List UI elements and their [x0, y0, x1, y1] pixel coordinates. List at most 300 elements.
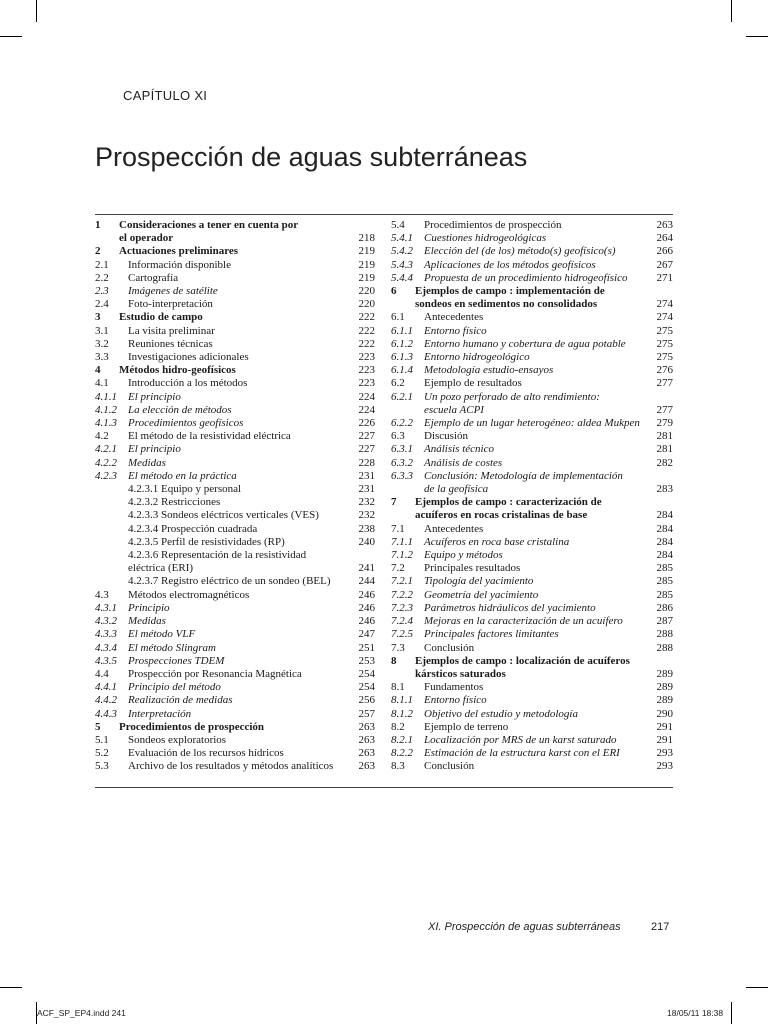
toc-entry-number: 5.4.1 [391, 232, 413, 245]
toc-entry-page: 241 [358, 562, 375, 575]
slug-file: ACF_SP_EP4.indd 241 [37, 1008, 126, 1018]
toc-entry-number: 6.1.4 [391, 364, 413, 377]
toc-entry-page: 257 [358, 707, 375, 720]
toc-entry-number: 8.3 [391, 760, 405, 773]
toc-entry-number: 2.2 [95, 271, 109, 284]
toc-entry-page: 274 [656, 311, 673, 324]
toc-entry-page: 226 [358, 417, 375, 430]
toc-entry [391, 364, 673, 377]
toc-entry-page: 276 [656, 364, 673, 377]
toc-entry [391, 694, 673, 707]
toc-entry-number: 4.1.1 [95, 390, 117, 403]
toc-entry [95, 272, 375, 285]
toc-entry-page: 289 [656, 694, 673, 707]
toc-entry-number: 4.3 [95, 588, 109, 601]
toc-entry-title: Ejemplo de resultados [424, 377, 522, 390]
toc-entry-page: 284 [656, 535, 673, 548]
toc-entry-page: 228 [358, 456, 375, 469]
toc-entry-page: 246 [358, 588, 375, 601]
running-title: XI. Prospección de aguas subterráneas [428, 921, 621, 933]
toc-entry-page: 274 [656, 298, 673, 311]
page-number: 217 [651, 921, 670, 933]
toc-entry-number: 4.4.2 [95, 694, 117, 707]
toc-entry-page: 293 [656, 760, 673, 773]
toc-entry-page: 282 [656, 456, 673, 469]
toc-entry-title: escuela ACPI [424, 403, 484, 416]
toc-entry-number: 3 [95, 311, 101, 324]
toc-entry-title: el operador [119, 232, 174, 245]
toc-entry [95, 536, 375, 549]
toc-entry-page: 275 [656, 324, 673, 337]
toc-entry-number: 4 [95, 364, 101, 377]
toc-entry-title: Foto-interpretación [128, 298, 213, 311]
toc-entry [95, 391, 375, 404]
toc-entry [391, 272, 673, 285]
toc-entry-title: Conclusión [424, 760, 475, 773]
toc-entry-number: 6.3.1 [391, 443, 413, 456]
toc-entry-title: Imágenes de satélite [128, 285, 218, 298]
toc-entry-number: 5 [95, 720, 101, 733]
toc-entry-title: El principio [128, 390, 181, 403]
crop-mark [746, 36, 768, 37]
toc-entry-title: Ejemplos de campo : caracterización de [415, 496, 602, 509]
toc-entry-title: Medidas [128, 615, 166, 628]
toc-entry [391, 655, 673, 668]
toc-entry-title: La visita preliminar [128, 324, 215, 337]
toc-entry-number: 2.1 [95, 258, 109, 271]
toc-entry [95, 457, 375, 470]
toc-entry-page: 284 [656, 522, 673, 535]
toc-entry-title: Conclusión: Metodología de implementación [424, 469, 623, 482]
toc-entry [95, 311, 375, 324]
toc-entry-title: Fundamentos [424, 681, 484, 694]
toc-entry-title: kársticos saturados [415, 667, 506, 680]
toc-entry-title: Propuesta de un procedimiento hidrogeofísico [424, 271, 628, 284]
toc-entry [391, 549, 673, 562]
toc-entry [95, 642, 375, 655]
toc-entry [95, 575, 375, 588]
toc-entry-title: sondeos en sedimentos no consolidados [415, 298, 598, 311]
toc-entry-page: 254 [358, 667, 375, 680]
toc-entry-number: 4.1.2 [95, 403, 117, 416]
toc-entry [391, 351, 673, 364]
toc-entry-title: Consideraciones a tener en cuenta por [119, 219, 299, 231]
toc-entry-title: 4.2.3.2 Restricciones [128, 496, 221, 509]
toc-entry-title: Equipo y métodos [424, 549, 503, 562]
toc-entry-number: 4.1.3 [95, 417, 117, 430]
toc-entry [391, 734, 673, 747]
crop-mark [0, 36, 22, 37]
toc-entry-page: 247 [358, 628, 375, 641]
toc-entry [391, 536, 673, 549]
toc-entry-number: 5.4.4 [391, 271, 413, 284]
toc-entry-title: Mejoras en la caracterización de un acuífero [424, 615, 623, 628]
toc-entry-page: 281 [656, 430, 673, 443]
toc-entry [95, 245, 375, 258]
toc-bottom-rule [95, 787, 673, 788]
toc-entry-title: 4.2.3.5 Perfil de resistividades (RP) [128, 535, 285, 548]
toc-entry-number: 6.1.1 [391, 324, 413, 337]
toc-entry-title: Medidas [128, 456, 166, 469]
toc-entry-title: Entorno hidrogeológico [424, 351, 530, 364]
toc-entry-page: 232 [358, 496, 375, 509]
toc-entry [391, 219, 673, 232]
toc-entry-number: 8.2 [391, 720, 405, 733]
toc-entry [391, 668, 673, 681]
toc-entry-page: 231 [358, 483, 375, 496]
toc-entry-page: 285 [656, 562, 673, 575]
toc-entry-number: 6.3 [391, 430, 405, 443]
toc-entry-number: 6.1.3 [391, 351, 413, 364]
toc-entry-number: 8.1 [391, 681, 405, 694]
toc-entry-title: Ejemplo de terreno [424, 720, 509, 733]
toc-entry-page: 222 [358, 337, 375, 350]
toc-entry-page: 263 [358, 747, 375, 760]
toc-entry [391, 602, 673, 615]
toc-entry-title: 4.2.3.4 Prospección cuadrada [128, 522, 258, 535]
toc-entry-number: 4.3.3 [95, 628, 117, 641]
toc-entry-title: Estimación de la estructura karst con el ERI [424, 747, 620, 760]
toc-entry-number: 2 [95, 245, 101, 258]
toc-entry-number: 2.4 [95, 298, 109, 311]
toc-entry-title: El principio [128, 443, 181, 456]
toc-entry-number: 5.4.2 [391, 245, 413, 258]
toc-entry-page: 227 [358, 443, 375, 456]
toc-entry [391, 298, 673, 311]
toc-entry-page: 253 [358, 654, 375, 667]
toc-entry-page: 281 [656, 443, 673, 456]
toc-entry-number: 7.1 [391, 522, 405, 535]
toc-entry-page: 222 [358, 324, 375, 337]
toc-entry-page: 223 [358, 364, 375, 377]
toc-entry [95, 430, 375, 443]
toc-entry-page: 224 [358, 403, 375, 416]
toc-entry-title: Estudio de campo [119, 311, 203, 324]
toc-entry-number: 5.1 [95, 733, 109, 746]
toc-entry-page: 246 [358, 601, 375, 614]
toc-entry [391, 311, 673, 324]
toc-entry-page: 254 [358, 681, 375, 694]
toc-entry-number: 6.2.1 [391, 390, 413, 403]
toc-entry-title: Ejemplo de un lugar heterogéneo: aldea Mukpen [424, 417, 640, 430]
toc-entry-number: 7 [391, 496, 397, 509]
toc-entry [391, 642, 673, 655]
toc-entry-page: 238 [358, 522, 375, 535]
toc-entry-page: 246 [358, 615, 375, 628]
toc-entry-number: 4.2.2 [95, 456, 117, 469]
toc-entry [391, 523, 673, 536]
toc-entry-title: Discusión [424, 430, 468, 443]
toc-entry-page: 227 [358, 430, 375, 443]
toc-entry [391, 404, 673, 417]
toc-entry-title: Acuíferos en roca base cristalina [424, 535, 570, 548]
toc-entry-number: 5.4.3 [391, 258, 413, 271]
toc-entry-page: 290 [656, 707, 673, 720]
toc-entry-title: La elección de métodos [128, 403, 232, 416]
toc-entry-number: 4.3.4 [95, 641, 117, 654]
toc-entry-title: Investigaciones adicionales [128, 351, 249, 364]
toc-entry [95, 496, 375, 509]
toc-entry-page: 289 [656, 681, 673, 694]
toc-entry-number: 8.2.1 [391, 733, 413, 746]
toc-entry [95, 483, 375, 496]
toc-entry-page: 275 [656, 351, 673, 364]
toc-entry-title: Cartografía [128, 271, 179, 284]
toc-entry-title: El método VLF [128, 628, 196, 641]
toc-entry-number: 4.4 [95, 667, 109, 680]
toc-entry-page: 275 [656, 337, 673, 350]
toc-entry-title: Tipología del yacimiento [424, 575, 534, 588]
toc-entry-number: 5.3 [95, 760, 109, 773]
toc-entry [95, 219, 375, 232]
toc-entry-page: 288 [656, 641, 673, 654]
toc-entry-number: 8.2.2 [391, 747, 413, 760]
chapter-label: CAPÍTULO XI [123, 88, 208, 103]
toc-entry [95, 338, 375, 351]
toc-entry-number: 1 [95, 219, 101, 231]
toc-entry-page: 283 [656, 483, 673, 496]
toc-entry-page: 289 [656, 667, 673, 680]
toc-entry-title: Actuaciones preliminares [119, 245, 239, 258]
toc-entry-number: 4.3.5 [95, 654, 117, 667]
toc-entry-number: 6 [391, 285, 397, 298]
toc-entry-page: 284 [656, 549, 673, 562]
toc-entry [391, 377, 673, 390]
toc-entry-page: 279 [656, 417, 673, 430]
toc-entry-title: El método de la resistividad eléctrica [128, 430, 291, 443]
toc-entry [391, 470, 673, 483]
toc-entry-number: 6.1 [391, 311, 405, 324]
toc-entry-title: Conclusión [424, 641, 475, 654]
toc-entry-number: 4.4.1 [95, 681, 117, 694]
toc-entry-title: Realización de medidas [128, 694, 233, 707]
toc-entry-page: 220 [358, 298, 375, 311]
toc-entry [95, 562, 375, 575]
toc-entry [95, 377, 375, 390]
toc-entry-title: Geometría del yacimiento [424, 588, 539, 601]
toc-entry-page: 231 [358, 469, 375, 482]
crop-mark [746, 987, 768, 988]
toc-entry-number: 7.3 [391, 641, 405, 654]
toc-entry-title: Ejemplos de campo : implementación de [415, 285, 605, 298]
toc-entry-number: 8 [391, 654, 397, 667]
toc-entry-title: Procedimientos geofísicos [128, 417, 244, 430]
toc-entry [95, 721, 375, 734]
toc-entry-title: Información disponible [128, 258, 231, 271]
toc-right-column [391, 219, 673, 774]
toc-entry-title: Entorno físico [424, 324, 487, 337]
toc-entry [391, 575, 673, 588]
toc-entry [391, 721, 673, 734]
toc-entry-title: Metodología estudio-ensayos [424, 364, 554, 377]
toc-entry-page: 223 [358, 377, 375, 390]
toc-entry [95, 509, 375, 522]
toc-entry-page: 288 [656, 628, 673, 641]
page-title: Prospección de aguas subterráneas [95, 142, 528, 172]
toc-entry-title: Un pozo perforado de alto rendimiento: [424, 390, 600, 403]
toc-entry [95, 747, 375, 760]
toc-top-rule [95, 214, 673, 215]
toc-entry-number: 5.4 [391, 219, 405, 231]
toc-entry [95, 470, 375, 483]
toc-entry-page: 287 [656, 615, 673, 628]
toc-entry-page: 271 [656, 271, 673, 284]
toc-entry-title: de la geofísica [424, 483, 489, 496]
toc-entry-title: Prospección por Resonancia Magnética [128, 667, 302, 680]
toc-entry [95, 694, 375, 707]
toc-entry-page: 286 [656, 601, 673, 614]
toc-entry-number: 6.1.2 [391, 337, 413, 350]
toc-entry-page: 232 [358, 509, 375, 522]
toc-entry-number: 4.3.1 [95, 601, 117, 614]
toc-entry [95, 589, 375, 602]
toc-entry-page: 284 [656, 509, 673, 522]
crop-mark [36, 0, 37, 22]
toc-entry [95, 298, 375, 311]
crop-mark [0, 987, 22, 988]
toc-entry [391, 325, 673, 338]
toc-entry [95, 232, 375, 245]
toc-entry [391, 391, 673, 404]
toc-entry-title: 4.2.3.7 Registro eléctrico de un sondeo (BEL) [128, 575, 331, 588]
toc-entry [95, 760, 375, 773]
toc-entry-title: Entorno humano y cobertura de agua potable [424, 337, 626, 350]
toc-entry [95, 443, 375, 456]
toc-entry-number: 5.2 [95, 747, 109, 760]
toc-entry [391, 628, 673, 641]
toc-entry-number: 4.2.1 [95, 443, 117, 456]
toc-entry-number: 2.3 [95, 285, 109, 298]
toc-entry-title: Entorno físico [424, 694, 487, 707]
toc-entry-title: Cuestiones hidrogeológicas [424, 232, 547, 245]
toc-entry-page: 240 [358, 535, 375, 548]
toc-entry-page: 263 [358, 760, 375, 773]
toc-entry-number: 6.3.3 [391, 469, 413, 482]
toc-entry-number: 3.2 [95, 337, 109, 350]
crop-mark [731, 1002, 732, 1024]
toc-entry-page: 256 [358, 694, 375, 707]
toc-entry-title: El método en la práctica [128, 469, 237, 482]
toc-entry [95, 364, 375, 377]
toc-entry-page: 285 [656, 588, 673, 601]
toc-entry-number: 4.2 [95, 430, 109, 443]
toc-entry-number: 6.3.2 [391, 456, 413, 469]
toc-entry-title: Sondeos exploratorios [128, 733, 227, 746]
toc-entry-page: 263 [656, 219, 673, 231]
toc-entry-number: 4.1 [95, 377, 109, 390]
toc-entry-number: 7.2.1 [391, 575, 413, 588]
toc-entry-page: 293 [656, 747, 673, 760]
toc-entry-number: 4.3.2 [95, 615, 117, 628]
toc-entry [391, 259, 673, 272]
toc-entry-title: acuíferos en rocas cristalinas de base [415, 509, 588, 522]
toc-entry-title: Ejemplos de campo : localización de acuíferos [415, 654, 630, 667]
toc-entry [391, 430, 673, 443]
toc-entry-title: Interpretación [128, 707, 192, 720]
toc-entry-page: 267 [656, 258, 673, 271]
toc-entry-number: 7.1.1 [391, 535, 413, 548]
toc-entry [391, 681, 673, 694]
crop-mark [731, 0, 732, 22]
toc-entry [95, 602, 375, 615]
toc-entry-number: 4.2.3 [95, 469, 117, 482]
toc-entry [95, 259, 375, 272]
toc-entry-title: Introducción a los métodos [128, 377, 248, 390]
toc-entry-page: 222 [358, 311, 375, 324]
toc-entry-number: 7.2.5 [391, 628, 413, 641]
toc-entry-number: 7.2.2 [391, 588, 413, 601]
toc-entry-title: Reuniones técnicas [128, 337, 213, 350]
toc-entry-page: 263 [358, 733, 375, 746]
toc-entry-page: 223 [358, 351, 375, 364]
toc-entry-number: 7.1.2 [391, 549, 413, 562]
toc-entry-page: 277 [656, 403, 673, 416]
toc-entry-title: Principales resultados [424, 562, 521, 575]
toc-entry [95, 708, 375, 721]
toc-entry-page: 264 [656, 232, 673, 245]
toc-entry [391, 338, 673, 351]
toc-entry-title: Antecedentes [424, 522, 484, 535]
toc-entry-page: 285 [656, 575, 673, 588]
toc-entry-number: 7.2 [391, 562, 405, 575]
toc-entry [391, 496, 673, 509]
toc-entry-page: 291 [656, 733, 673, 746]
toc-entry [95, 351, 375, 364]
toc-entry-number: 6.2.2 [391, 417, 413, 430]
toc-entry [391, 232, 673, 245]
toc-entry-title: Principio [128, 601, 170, 614]
toc-entry-title: El método Slingram [128, 641, 216, 654]
toc-entry [95, 404, 375, 417]
toc-left-column [95, 219, 375, 774]
toc-entry [95, 655, 375, 668]
toc-entry-title: Análisis técnico [424, 443, 494, 456]
toc-entry [391, 509, 673, 522]
toc-entry [391, 417, 673, 430]
toc-entry-number: 8.1.1 [391, 694, 413, 707]
toc-entry [95, 628, 375, 641]
toc-entry-title: Procedimientos de prospección [424, 219, 562, 231]
toc-entry-title: Objetivo del estudio y metodología [424, 707, 578, 720]
toc-entry-page: 224 [358, 390, 375, 403]
toc-entry-title: Procedimientos de prospección [119, 720, 265, 733]
toc-entry-title: Principales factores limitantes [424, 628, 559, 641]
toc-entry-title: Elección del (de los) método(s) geofísico(s) [424, 245, 616, 258]
toc-entry-number: 7.2.4 [391, 615, 413, 628]
toc-entry-title: Prospecciones TDEM [128, 654, 225, 667]
toc-entry-title: Principio del método [128, 681, 221, 694]
toc-entry-number: 3.3 [95, 351, 109, 364]
toc-entry-number: 7.2.3 [391, 601, 413, 614]
toc-entry-page: 219 [358, 271, 375, 284]
toc-entry-title: Localización por MRS de un karst saturado [424, 733, 617, 746]
toc-entry-page: 263 [358, 720, 375, 733]
toc-entry-title: Evaluación de los recursos hídricos [128, 747, 284, 760]
toc-entry-page: 291 [656, 720, 673, 733]
toc-entry-title: Antecedentes [424, 311, 484, 324]
toc-entry-page: 244 [358, 575, 375, 588]
toc-entry [391, 589, 673, 602]
toc-entry [391, 245, 673, 258]
toc-entry [95, 668, 375, 681]
toc-entry [95, 325, 375, 338]
toc-entry-number: 3.1 [95, 324, 109, 337]
toc-entry-title: Archivo de los resultados y métodos analíticos [128, 760, 334, 773]
toc-entry [95, 615, 375, 628]
toc-entry-page: 251 [358, 641, 375, 654]
toc-entry-title: 4.2.3.3 Sondeos eléctricos verticales (VES) [128, 509, 319, 522]
toc-entry-title: eléctrica (ERI) [128, 562, 194, 575]
